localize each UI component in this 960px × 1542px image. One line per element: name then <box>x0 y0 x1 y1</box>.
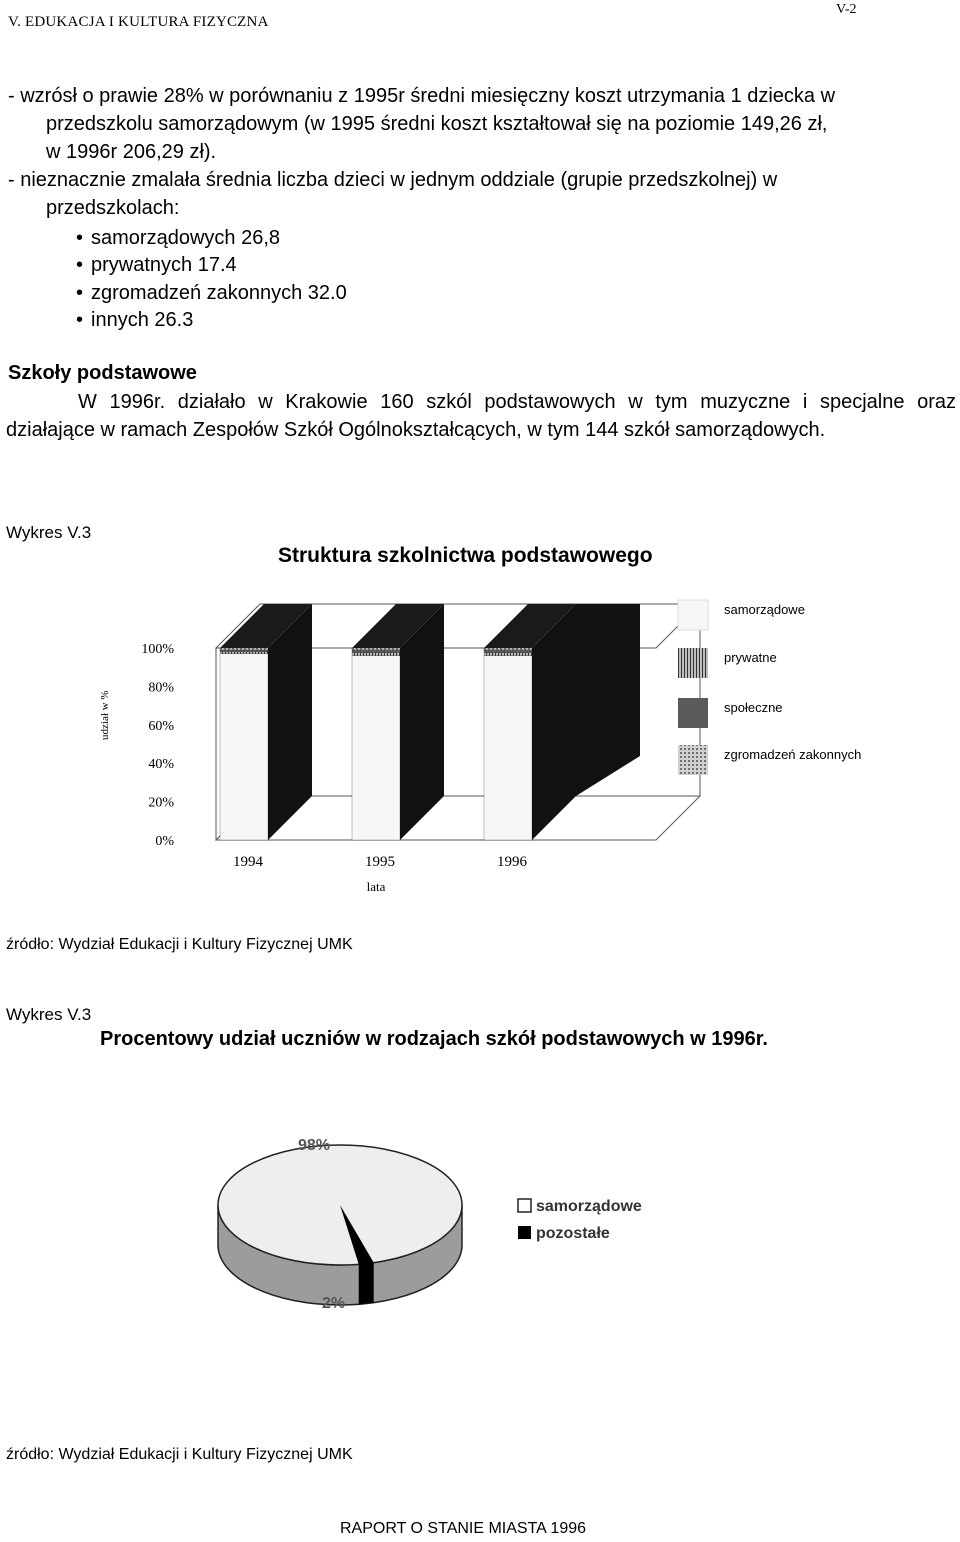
legend-swatch <box>518 1199 531 1212</box>
figure1-caption: Wykres V.3 <box>6 523 92 542</box>
bar-segment-prywatne <box>484 653 532 656</box>
bullet-item: • zgromadzeń zakonnych 32.0 <box>76 280 347 307</box>
paragraph-line: - nieznacznie zmalała średnia liczba dzieci w jednym oddziale (grupie przedszkolnej) w <box>8 169 778 191</box>
legend-swatch <box>678 648 708 678</box>
page-number: V-2 <box>836 2 857 17</box>
y-tick-label: 100% <box>141 642 174 657</box>
legend-swatch <box>678 600 708 630</box>
paragraph-line: - wzrósł o prawie 28% w porównaniu z 1995r średni miesięczny koszt utrzymania 1 dziecka w <box>8 85 836 107</box>
figure2-caption: Wykres V.3 <box>6 1005 92 1024</box>
y-tick-label: 40% <box>148 757 174 773</box>
paragraph-line: przedszkolu samorządowym (w 1995 średni koszt kształtował się na poziomie 149,26 zł, <box>46 113 828 135</box>
x-tick-label: 1994 <box>233 854 263 870</box>
section-heading: Szkoły podstawowe <box>8 362 197 384</box>
chart-shadow <box>576 604 640 796</box>
legend-label: prywatne <box>724 650 777 665</box>
pie-value-label: 98% <box>298 1137 331 1154</box>
legend-label: samorządowe <box>724 602 805 617</box>
paragraph-cost <box>8 82 952 222</box>
stacked-bar-chart <box>0 560 960 910</box>
legend-label: zgromadzeń zakonnych <box>724 747 862 762</box>
legend-label: samorządowe <box>536 1198 642 1215</box>
bar-segment-samorządowe <box>484 656 532 840</box>
y-axis-label: udział w % <box>99 690 111 740</box>
page-footer: RAPORT O STANIE MIASTA 1996 <box>340 1520 587 1537</box>
bar-segment-zgromadzeń-zakonnych <box>484 648 532 650</box>
legend-swatch <box>678 745 708 775</box>
pie-value-label: 2% <box>322 1295 346 1312</box>
bar-segment-prywatne <box>220 652 268 654</box>
y-tick-label: 0% <box>155 834 174 849</box>
bar-segment-społeczne <box>220 650 268 652</box>
legend-swatch <box>678 698 708 728</box>
legend-swatch <box>518 1226 531 1239</box>
figure2-source: źródło: Wydział Edukacji i Kultury Fizycznej UMK <box>6 1446 353 1463</box>
y-tick-label: 60% <box>148 718 174 734</box>
x-axis-label: lata <box>366 879 386 894</box>
y-tick-label: 80% <box>148 680 174 696</box>
paragraph-line: w 1996r 206,29 zł). <box>46 141 217 163</box>
bullet-item: • samorządowych 26,8 <box>76 225 347 252</box>
x-tick-label: 1996 <box>497 854 527 870</box>
bar-segment-prywatne <box>352 653 400 656</box>
x-tick-label: 1995 <box>365 854 395 870</box>
bar-segment-zgromadzeń-zakonnych <box>220 648 268 650</box>
bullet-item: • prywatnych 17.4 <box>76 252 347 279</box>
page-header-section: V. EDUKACJA I KULTURA FIZYCZNA <box>8 14 269 30</box>
paragraph-line: przedszkolach: <box>46 197 180 219</box>
chart1-title: Struktura szkolnictwa podstawowego <box>278 544 653 567</box>
bar-segment-samorządowe <box>352 656 400 840</box>
figure1-source: źródło: Wydział Edukacji i Kultury Fizycznej UMK <box>6 936 353 953</box>
pie-chart <box>0 1110 960 1330</box>
section-text: W 1996r. działało w Krakowie 160 szkól podstawowych w tym muzyczne i specjalne oraz działające w ramach Zespołów Szkół Ogólnokształcących, w tym 144 szkół samorządowych. <box>6 391 956 441</box>
legend-label: pozostałe <box>536 1225 610 1242</box>
chart2-title: Procentowy udział uczniów w rodzajach szkół podstawowych w 1996r. <box>100 1028 768 1050</box>
bullet-list <box>76 225 347 334</box>
bar-segment-samorządowe <box>220 654 268 840</box>
bar-segment-społeczne <box>484 650 532 653</box>
bullet-item: • innych 26.3 <box>76 307 347 334</box>
pie-slice-side <box>359 1263 374 1305</box>
section-paragraph <box>6 388 956 444</box>
y-tick-label: 20% <box>148 795 174 811</box>
bar-segment-społeczne <box>352 650 400 653</box>
bar-segment-zgromadzeń-zakonnych <box>352 648 400 650</box>
legend-label: społeczne <box>724 700 783 715</box>
